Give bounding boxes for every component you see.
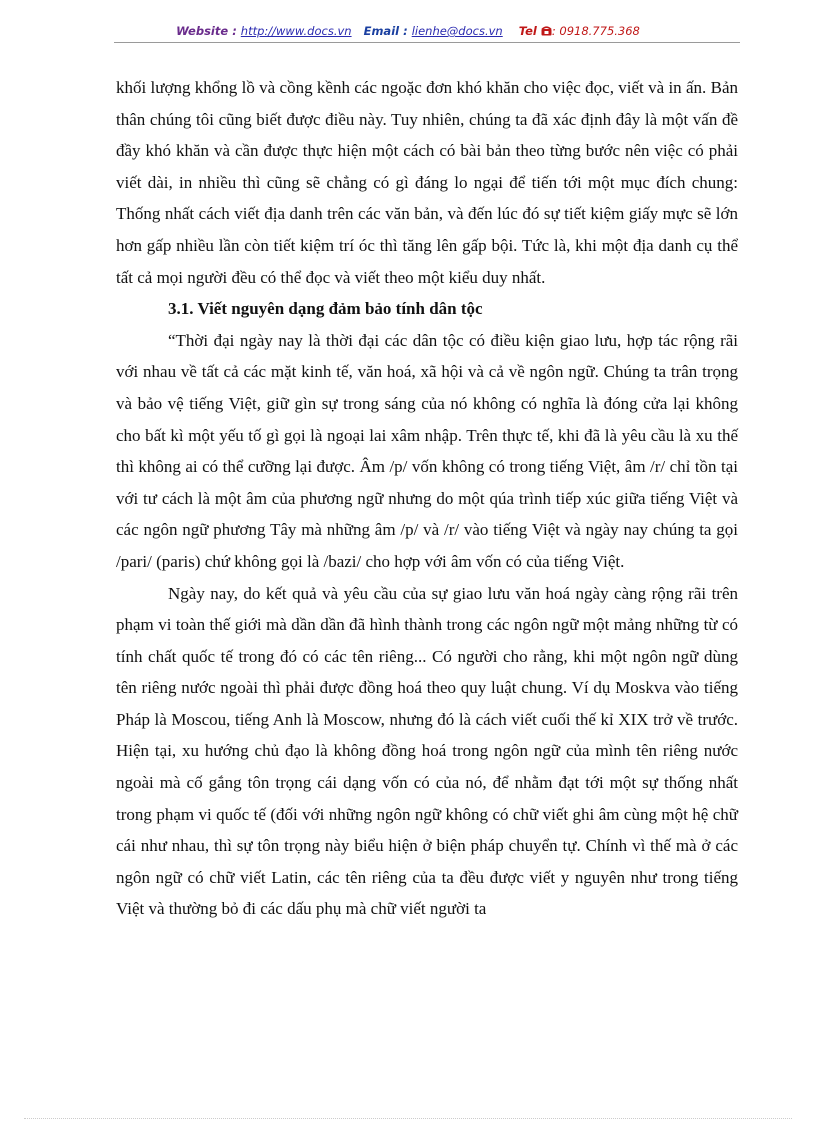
email-label: Email — [363, 24, 400, 38]
page-bottom-divider — [24, 1118, 792, 1119]
paragraph-1: khối lượng khổng lồ và cồng kềnh các ngoặc đơn khó khăn cho việc đọc, viết và in ấn. Bản thân chúng tôi cũng biết được điều này. Tuy nhiên, chúng ta đã xác định đây là một vấn đề đầy khó khăn và cần được thực hiện một cách có bài bản theo từng bước nên việc có phải viết dài, in nhiều thì cũng sẽ chẳng có gì đáng lo ngại để tiến tới một mục đích chung: Thống nhất cách viết địa danh trên các văn bản, và đến lúc đó sự tiết kiệm giấy mực sẽ lớn hơn gấp nhiều lần còn tiết kiệm trí óc thì tăng lên gấp bội. Tức là, khi một địa danh cụ thể tất cả mọi người đều có thể đọc và viết theo một kiểu duy nhất. — [116, 78, 738, 287]
header-divider — [114, 42, 740, 43]
document-body — [116, 72, 738, 925]
website-separator: : — [228, 24, 241, 38]
page-header — [0, 24, 816, 38]
website-label: Website — [176, 24, 229, 38]
section-heading: 3.1. Viết nguyên dạng đảm bảo tính dân tộc — [168, 299, 483, 319]
email-link[interactable]: lienhe@docs.vn — [411, 24, 503, 38]
tel-value: : 0918.775.368 — [551, 24, 640, 38]
phone-icon — [541, 24, 552, 38]
paragraph-2: “Thời đại ngày nay là thời đại các dân tộc có điều kiện giao lưu, hợp tác rộng rãi với nhau về tất cả các mặt kinh tế, văn hoá, xã hội và cả về ngôn ngữ. Chúng ta trân trọng và bảo vệ tiếng Việt, giữ gìn sự trong sáng của nó không có nghĩa là đóng cửa lại không cho bất kì một yếu tố gì gọi là ngoại lai xâm nhập. Trên thực tế, khi đã là yêu cầu là xu thế thì không ai có thể cưỡng lại được. Âm /p/ vốn không có trong tiếng Việt, âm /r/ chỉ tồn tại với tư cách là một âm của phương ngữ nhưng do một qúa trình tiếp xúc giữa tiếng Việt và các ngôn ngữ phương Tây mà những âm /p/ và /r/ vào tiếng Việt và ngày nay chúng ta gọi /pari/ (paris) chứ không gọi là /bazi/ cho hợp với âm vốn có của tiếng Việt. — [116, 330, 738, 571]
tel-label: Tel — [518, 24, 537, 38]
website-link[interactable]: http://www.docs.vn — [240, 24, 352, 38]
email-separator: : — [399, 24, 412, 38]
paragraph-3: Ngày nay, do kết quả và yêu cầu của sự giao lưu văn hoá ngày càng rộng rãi trên phạm vi toàn thế giới mà dần dần đã hình thành trong các ngôn ngữ một mảng những từ có tính chất quốc tế trong đó có các tên riêng... Có người cho rằng, khi một ngôn ngữ dùng tên riêng nước ngoài thì phải được đồng hoá theo quy luật chung. Ví dụ Moskva vào tiếng Pháp là Moscou, tiếng Anh là Moscow, nhưng đó là cách viết cuối thế kỉ XIX trở về trước. Hiện tại, xu hướng chủ đạo là không đồng hoá trong ngôn ngữ của mình tên riêng nước ngoài mà cố gắng tôn trọng cái dạng vốn có của nó, để nhằm đạt tới một sự thống nhất trong phạm vi quốc tế (đối với những ngôn ngữ không có chữ viết ghi âm cùng một hệ chữ cái như nhau, thì sự tôn trọng này biểu hiện ở biện pháp chuyển tự. Chính vì thế mà ở các ngôn ngữ có chữ viết Latin, các tên riêng của ta đều được viết y nguyên như trong tiếng Việt và thường bỏ đi các dấu phụ mà chữ viết người ta — [116, 583, 738, 919]
